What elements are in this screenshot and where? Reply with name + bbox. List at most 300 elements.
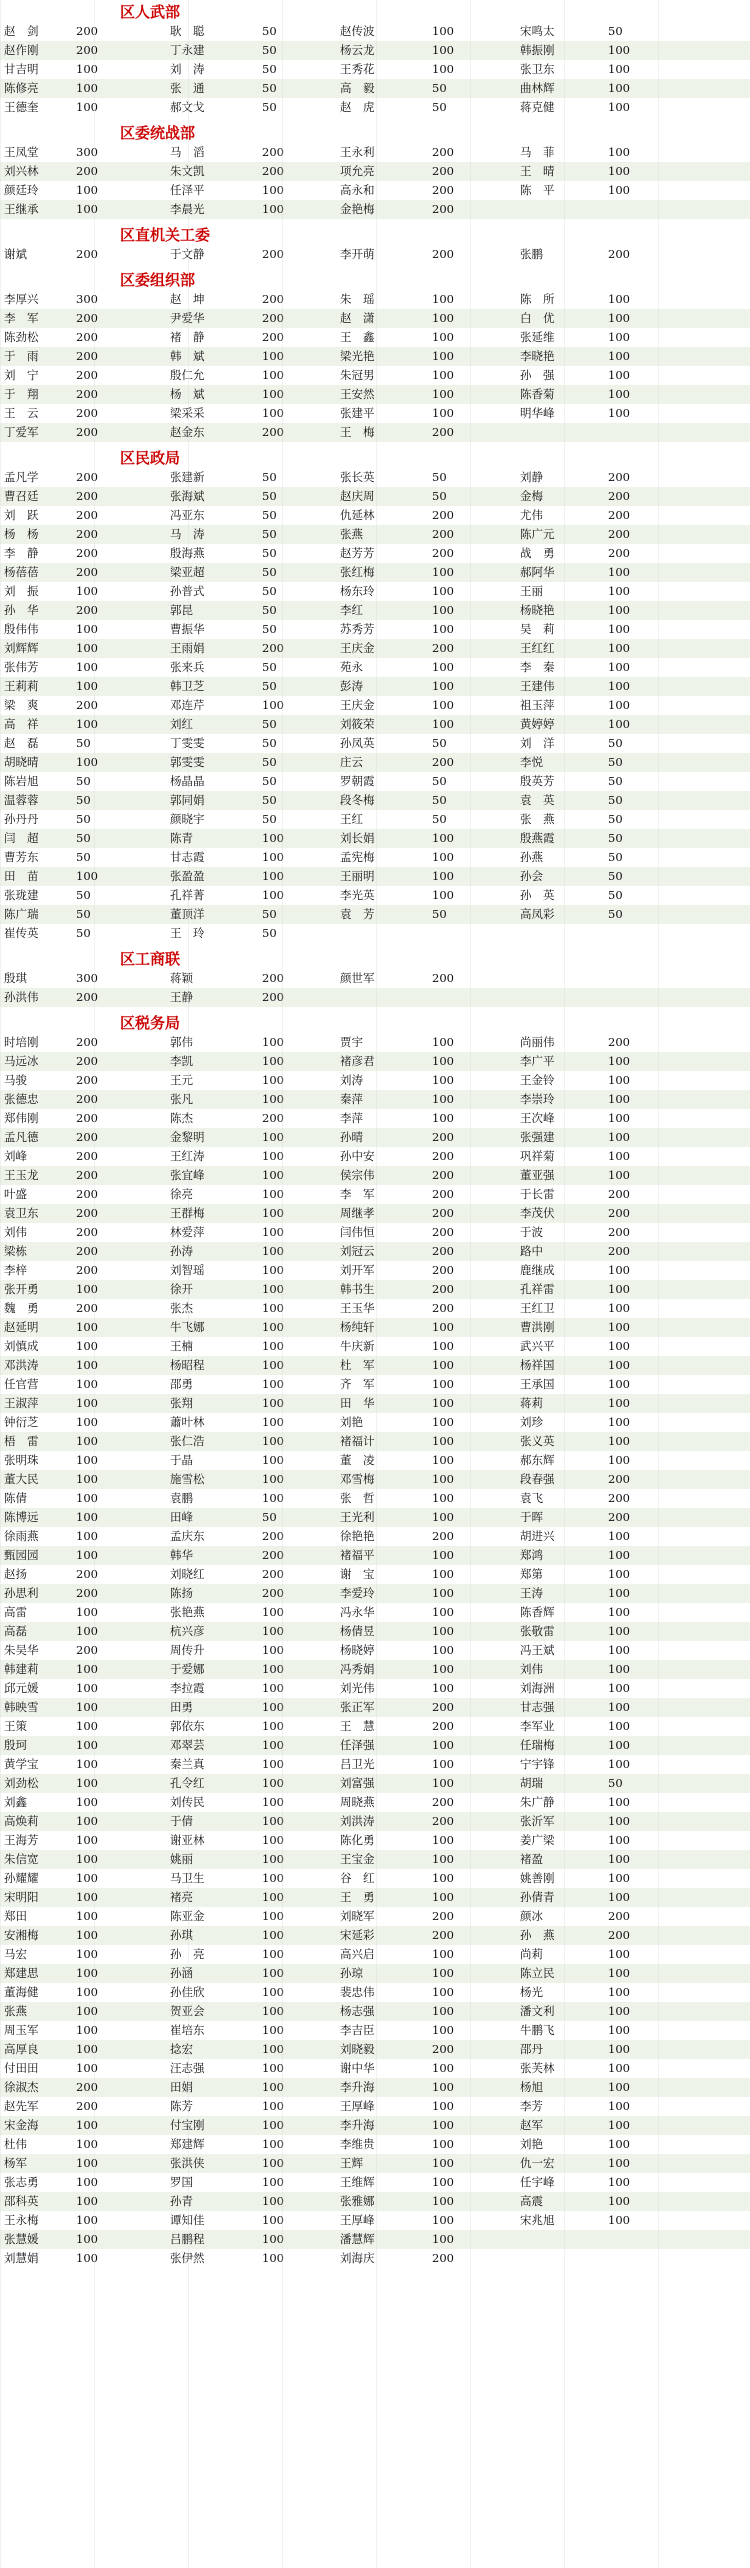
donor-name: 徐开	[170, 1282, 193, 1296]
donor-name: 褚 静	[170, 330, 205, 344]
donation-amount: 100	[432, 1320, 454, 1334]
donation-amount: 100	[76, 1453, 98, 1467]
donor-row	[0, 162, 750, 181]
donation-amount: 100	[608, 1985, 630, 1999]
donation-amount: 100	[76, 1795, 98, 1809]
donation-amount: 100	[76, 1909, 98, 1923]
donor-name: 李拉霞	[170, 1681, 205, 1695]
donation-amount: 50	[608, 793, 623, 807]
donor-row	[0, 1090, 750, 1109]
donation-amount: 100	[262, 1928, 284, 1942]
donation-amount: 200	[608, 1491, 630, 1505]
donor-name: 牛鹏飞	[520, 2023, 555, 2037]
donation-amount: 200	[76, 311, 98, 325]
donation-amount: 50	[432, 793, 447, 807]
donation-amount: 100	[262, 2061, 284, 2075]
donor-name: 杨晓婷	[340, 1643, 375, 1657]
donor-name: 刘兴林	[4, 164, 39, 178]
donor-name: 马 滔	[170, 145, 205, 159]
donation-amount: 100	[608, 62, 630, 76]
donor-row	[0, 1242, 750, 1261]
donation-amount: 100	[608, 584, 630, 598]
donation-amount: 200	[432, 1719, 454, 1733]
donor-name: 曲林辉	[520, 81, 555, 95]
donation-amount: 50	[608, 24, 623, 38]
donation-amount: 100	[608, 2023, 630, 2037]
donor-row	[0, 791, 750, 810]
donor-name: 李悦	[520, 755, 543, 769]
donor-name: 殷燕霞	[520, 831, 555, 845]
donor-name: 王厚峰	[340, 2213, 375, 2227]
donation-amount: 100	[608, 2175, 630, 2189]
donation-amount: 100	[608, 100, 630, 114]
donor-name: 罗国	[170, 2175, 193, 2189]
donor-row	[0, 423, 750, 442]
donation-amount: 50	[432, 100, 447, 114]
donor-name: 高永和	[340, 183, 375, 197]
donor-name: 朱信宽	[4, 1852, 39, 1866]
donor-name: 张 通	[170, 81, 205, 95]
donor-name: 罗朝霞	[340, 774, 375, 788]
donation-amount: 100	[76, 1681, 98, 1695]
donor-name: 陈香菊	[520, 387, 555, 401]
donor-row	[0, 1793, 750, 1812]
donor-name: 王德奎	[4, 100, 39, 114]
donor-name: 汪志强	[170, 2061, 205, 2075]
donation-amount: 200	[608, 1909, 630, 1923]
donation-amount: 200	[432, 2251, 454, 2265]
donation-amount: 100	[608, 1415, 630, 1429]
donor-name: 刘 宁	[4, 368, 39, 382]
donor-name: 王丽明	[340, 869, 375, 883]
donor-name: 巩祥菊	[520, 1149, 555, 1163]
donation-amount: 200	[432, 1909, 454, 1923]
donation-amount: 200	[432, 202, 454, 216]
donation-amount: 200	[432, 247, 454, 261]
donor-name: 袁卫东	[4, 1206, 39, 1220]
donor-name: 李晓艳	[520, 349, 555, 363]
donation-amount: 200	[432, 508, 454, 522]
donor-name: 赵 坤	[170, 292, 205, 306]
donor-name: 段冬梅	[340, 793, 375, 807]
donor-row	[0, 200, 750, 219]
donor-name: 张 燕	[520, 812, 555, 826]
donation-amount: 100	[262, 2251, 284, 2265]
donation-amount: 100	[608, 1605, 630, 1619]
donation-amount: 100	[262, 1605, 284, 1619]
donation-amount: 200	[608, 470, 630, 484]
donor-name: 孙涛	[170, 1244, 193, 1258]
donor-name: 张 哲	[340, 1491, 375, 1505]
donor-name: 孙 燕	[520, 1928, 555, 1942]
donor-row	[0, 1261, 750, 1280]
donation-amount: 100	[608, 603, 630, 617]
donation-amount: 200	[608, 1187, 630, 1201]
section-title-text: 区直机关工委	[120, 226, 211, 244]
donation-amount: 100	[608, 406, 630, 420]
donor-name: 马骏	[4, 1073, 27, 1087]
donor-row	[0, 79, 750, 98]
donor-name: 陈青	[170, 831, 193, 845]
donation-amount: 100	[76, 1377, 98, 1391]
donor-name: 郝文戈	[170, 100, 205, 114]
donation-amount: 100	[262, 1871, 284, 1885]
donor-name: 朱吴华	[4, 1643, 39, 1657]
donor-name: 刘 涛	[170, 62, 205, 76]
donor-name: 于 翔	[4, 387, 39, 401]
donation-amount: 200	[432, 183, 454, 197]
donation-amount: 200	[76, 1168, 98, 1182]
donor-name: 赵金东	[170, 425, 205, 439]
donor-name: 杨晓艳	[520, 603, 555, 617]
donation-amount: 100	[76, 1985, 98, 1999]
donation-amount: 100	[432, 2175, 454, 2189]
donation-amount: 100	[262, 202, 284, 216]
donation-amount: 100	[432, 2156, 454, 2170]
donor-row	[0, 1413, 750, 1432]
donation-amount: 100	[608, 292, 630, 306]
donation-amount: 50	[262, 24, 277, 38]
donation-amount: 100	[76, 2156, 98, 2170]
donor-name: 刘辉辉	[4, 641, 39, 655]
donation-amount: 200	[76, 368, 98, 382]
donation-amount: 200	[76, 247, 98, 261]
donation-amount: 100	[432, 660, 454, 674]
donor-name: 颜廷玲	[4, 183, 39, 197]
donor-row	[0, 715, 750, 734]
donation-amount: 200	[432, 1301, 454, 1315]
donor-row	[0, 1318, 750, 1337]
donor-row	[0, 468, 750, 487]
donor-name: 冯亚东	[170, 508, 205, 522]
donation-amount: 100	[432, 1415, 454, 1429]
donor-name: 张慧媛	[4, 2232, 39, 2246]
donation-amount: 50	[262, 736, 277, 750]
donation-amount: 50	[262, 717, 277, 731]
donation-amount: 50	[262, 527, 277, 541]
donation-amount: 200	[76, 1586, 98, 1600]
donor-name: 赵庆周	[340, 489, 375, 503]
donation-amount: 100	[608, 43, 630, 57]
donation-amount: 100	[262, 1472, 284, 1486]
donor-name: 李 军	[4, 311, 39, 325]
donor-row	[0, 1337, 750, 1356]
donor-name: 郝阿华	[520, 565, 555, 579]
donation-amount: 200	[432, 1168, 454, 1182]
donation-amount: 100	[432, 1092, 454, 1106]
donor-row	[0, 544, 750, 563]
donor-row	[0, 2135, 750, 2154]
donation-amount: 50	[76, 774, 91, 788]
donation-amount: 200	[608, 1035, 630, 1049]
donor-name: 周玉军	[4, 2023, 39, 2037]
donor-name: 郑田	[4, 1909, 27, 1923]
donor-name: 王丽	[520, 584, 543, 598]
donation-amount: 200	[432, 1244, 454, 1258]
donor-name: 赵作刚	[4, 43, 39, 57]
donor-name: 王厚峰	[340, 2099, 375, 2113]
donor-name: 朱冠男	[340, 368, 375, 382]
donor-name: 刘艳	[520, 2137, 543, 2151]
donor-name: 丁爱军	[4, 425, 39, 439]
donation-amount: 100	[432, 24, 454, 38]
donor-name: 刘峰	[4, 1149, 27, 1163]
donor-row	[0, 1546, 750, 1565]
donor-name: 潘文利	[520, 2004, 555, 2018]
donation-amount: 100	[608, 2156, 630, 2170]
donor-name: 李红	[340, 603, 363, 617]
donor-name: 刘洪涛	[340, 1814, 375, 1828]
donation-amount: 100	[262, 1947, 284, 1961]
donation-amount: 100	[608, 660, 630, 674]
donor-name: 王群梅	[170, 1206, 205, 1220]
donor-name: 周传升	[170, 1643, 205, 1657]
donation-amount: 100	[608, 698, 630, 712]
donor-row	[0, 347, 750, 366]
donation-amount: 50	[76, 736, 91, 750]
donation-amount: 100	[608, 1814, 630, 1828]
donor-name: 宋明阳	[4, 1890, 39, 1904]
section-title	[0, 1013, 750, 1033]
donor-name: 鹿继成	[520, 1263, 555, 1277]
donation-amount: 100	[262, 1833, 284, 1847]
donor-name: 杨云龙	[340, 43, 375, 57]
donor-name: 甘志强	[520, 1700, 555, 1714]
donation-amount: 200	[608, 1206, 630, 1220]
donor-row	[0, 601, 750, 620]
donation-amount: 100	[608, 1282, 630, 1296]
donor-name: 董海健	[4, 1985, 39, 1999]
donor-name: 殷仁允	[170, 368, 205, 382]
donor-name: 丁雯雯	[170, 736, 205, 750]
donation-amount: 100	[76, 2118, 98, 2132]
donor-row	[0, 1736, 750, 1755]
donor-row	[0, 328, 750, 347]
donation-amount: 100	[608, 2194, 630, 2208]
donation-amount: 50	[76, 907, 91, 921]
donor-name: 孟宪梅	[340, 850, 375, 864]
donor-name: 韩 斌	[170, 349, 205, 363]
donor-name: 高厚良	[4, 2042, 39, 2056]
donation-amount: 100	[76, 2061, 98, 2075]
section-title-text: 区税务局	[120, 1014, 181, 1032]
donor-name: 郭同娟	[170, 793, 205, 807]
donation-amount: 200	[262, 164, 284, 178]
donor-name: 李 秦	[520, 660, 555, 674]
donation-amount: 100	[608, 641, 630, 655]
donor-name: 张红梅	[340, 565, 375, 579]
donation-amount: 100	[76, 1814, 98, 1828]
donor-name: 姚丽	[170, 1852, 193, 1866]
donor-name: 朱广静	[520, 1795, 555, 1809]
donation-amount: 100	[76, 1776, 98, 1790]
donor-name: 李茂伏	[520, 1206, 555, 1220]
donor-name: 曹振华	[170, 622, 205, 636]
donation-amount: 200	[432, 425, 454, 439]
donation-amount: 100	[262, 349, 284, 363]
donor-name: 梁 爽	[4, 698, 39, 712]
donor-row	[0, 1527, 750, 1546]
donation-amount: 100	[262, 1434, 284, 1448]
donor-name: 韩振刚	[520, 43, 555, 57]
donation-amount: 100	[608, 1833, 630, 1847]
donor-name: 张翔	[170, 1396, 193, 1410]
donor-name: 周晓燕	[340, 1795, 375, 1809]
donation-amount: 100	[432, 1054, 454, 1068]
donation-amount: 100	[608, 311, 630, 325]
donor-name: 颜冰	[520, 1909, 543, 1923]
donor-name: 孙涵	[170, 1966, 193, 1980]
donor-row	[0, 582, 750, 601]
donor-row	[0, 1071, 750, 1090]
donation-amount: 100	[262, 1168, 284, 1182]
donation-amount: 100	[262, 2194, 284, 2208]
donor-name: 贺亚会	[170, 2004, 205, 2018]
donor-name: 陈 所	[520, 292, 555, 306]
donor-name: 田勇	[170, 1700, 193, 1714]
donation-amount: 100	[262, 1966, 284, 1980]
donor-name: 孙耀耀	[4, 1871, 39, 1885]
donor-name: 刘 洋	[520, 736, 555, 750]
donation-amount: 100	[262, 1358, 284, 1372]
donor-row	[0, 867, 750, 886]
donor-name: 杨祥国	[520, 1358, 555, 1372]
donor-name: 王安然	[340, 387, 375, 401]
donor-name: 褚彦君	[340, 1054, 375, 1068]
donor-name: 秦兰真	[170, 1757, 205, 1771]
donation-amount: 200	[608, 1510, 630, 1524]
donor-name: 张正军	[340, 1700, 375, 1714]
donor-name: 刘伟	[4, 1225, 27, 1239]
donation-amount: 50	[608, 888, 623, 902]
donor-name: 杨东玲	[340, 584, 375, 598]
donor-row	[0, 848, 750, 867]
donor-name: 闫伟恒	[340, 1225, 375, 1239]
donor-name: 战 勇	[520, 546, 555, 560]
donation-amount: 100	[262, 2232, 284, 2246]
donor-name: 宋金海	[4, 2118, 39, 2132]
donation-amount: 100	[432, 831, 454, 845]
donation-amount: 100	[262, 2213, 284, 2227]
donor-name: 杨军	[4, 2156, 27, 2170]
donor-name: 谢 宝	[340, 1567, 375, 1581]
donation-amount: 100	[262, 1738, 284, 1752]
donation-amount: 200	[432, 641, 454, 655]
donor-name: 邓洪涛	[4, 1358, 39, 1372]
donation-amount: 100	[432, 1472, 454, 1486]
donor-name: 潘慧辉	[340, 2232, 375, 2246]
donor-row	[0, 1565, 750, 1584]
donor-name: 杨 斌	[170, 387, 205, 401]
donor-row	[0, 1869, 750, 1888]
donor-name: 王建伟	[520, 679, 555, 693]
donation-amount: 100	[608, 349, 630, 363]
donor-name: 陈广瑞	[4, 907, 39, 921]
donor-name: 刘慎成	[4, 1339, 39, 1353]
donor-name: 张志勇	[4, 2175, 39, 2189]
donor-row	[0, 696, 750, 715]
donation-amount: 100	[608, 330, 630, 344]
donor-row	[0, 385, 750, 404]
donor-name: 陈亚金	[170, 1909, 205, 1923]
donation-amount: 100	[432, 1377, 454, 1391]
donor-name: 孙洪伟	[4, 990, 39, 1004]
donation-amount: 50	[608, 1776, 623, 1790]
donor-row	[0, 2097, 750, 2116]
donor-name: 陈广元	[520, 527, 555, 541]
donor-name: 王莉莉	[4, 679, 39, 693]
donor-name: 曹召廷	[4, 489, 39, 503]
donor-row	[0, 924, 750, 943]
donation-amount: 100	[432, 2061, 454, 2075]
donor-name: 任瑞梅	[520, 1738, 555, 1752]
donor-name: 朱 瑶	[340, 292, 375, 306]
donation-amount: 200	[262, 971, 284, 985]
donation-amount: 100	[76, 1320, 98, 1334]
donor-name: 袁鹏	[170, 1491, 193, 1505]
donor-name: 褚亮	[170, 1890, 193, 1904]
donor-row	[0, 1470, 750, 1489]
donor-name: 张杰	[170, 1301, 193, 1315]
donation-amount: 200	[76, 565, 98, 579]
donation-amount: 100	[262, 888, 284, 902]
donation-amount: 100	[432, 1586, 454, 1600]
donation-amount: 100	[76, 1928, 98, 1942]
donation-amount: 100	[262, 1035, 284, 1049]
donation-amount: 100	[262, 2156, 284, 2170]
donor-name: 李升海	[340, 2080, 375, 2094]
donor-name: 徐艳艳	[340, 1529, 375, 1543]
donor-name: 王继承	[4, 202, 39, 216]
donor-name: 叶盛	[4, 1187, 27, 1201]
donation-amount: 100	[432, 1339, 454, 1353]
donation-amount: 100	[262, 1187, 284, 1201]
donor-name: 王元	[170, 1073, 193, 1087]
donor-name: 褚福平	[340, 1548, 375, 1562]
donation-amount: 100	[608, 622, 630, 636]
donation-amount: 50	[262, 679, 277, 693]
donor-name: 李广平	[520, 1054, 555, 1068]
donor-name: 马远冰	[4, 1054, 39, 1068]
donation-amount: 200	[608, 1928, 630, 1942]
donor-name: 贾宇	[340, 1035, 363, 1049]
donor-row	[0, 1166, 750, 1185]
donation-amount: 200	[432, 164, 454, 178]
donation-amount: 100	[262, 2099, 284, 2113]
donor-name: 马 涛	[170, 527, 205, 541]
donor-name: 陈香辉	[520, 1605, 555, 1619]
donor-name: 王红卫	[520, 1301, 555, 1315]
donor-row	[0, 1945, 750, 1964]
donor-name: 高雷	[4, 1605, 27, 1619]
donation-amount: 50	[608, 755, 623, 769]
donor-name: 高兴启	[340, 1947, 375, 1961]
donation-amount: 200	[76, 1244, 98, 1258]
donation-amount: 100	[76, 2232, 98, 2246]
donor-name: 王策	[4, 1719, 27, 1733]
donation-amount: 200	[76, 546, 98, 560]
donor-name: 谢斌	[4, 247, 27, 261]
donation-amount: 100	[76, 1415, 98, 1429]
donor-row	[0, 1147, 750, 1166]
donation-amount: 100	[432, 1681, 454, 1695]
donor-name: 韩书生	[340, 1282, 375, 1296]
donor-name: 王金铃	[520, 1073, 555, 1087]
donor-row	[0, 1451, 750, 1470]
donation-amount: 50	[262, 755, 277, 769]
donor-name: 孙普式	[170, 584, 205, 598]
donation-amount: 50	[608, 774, 623, 788]
